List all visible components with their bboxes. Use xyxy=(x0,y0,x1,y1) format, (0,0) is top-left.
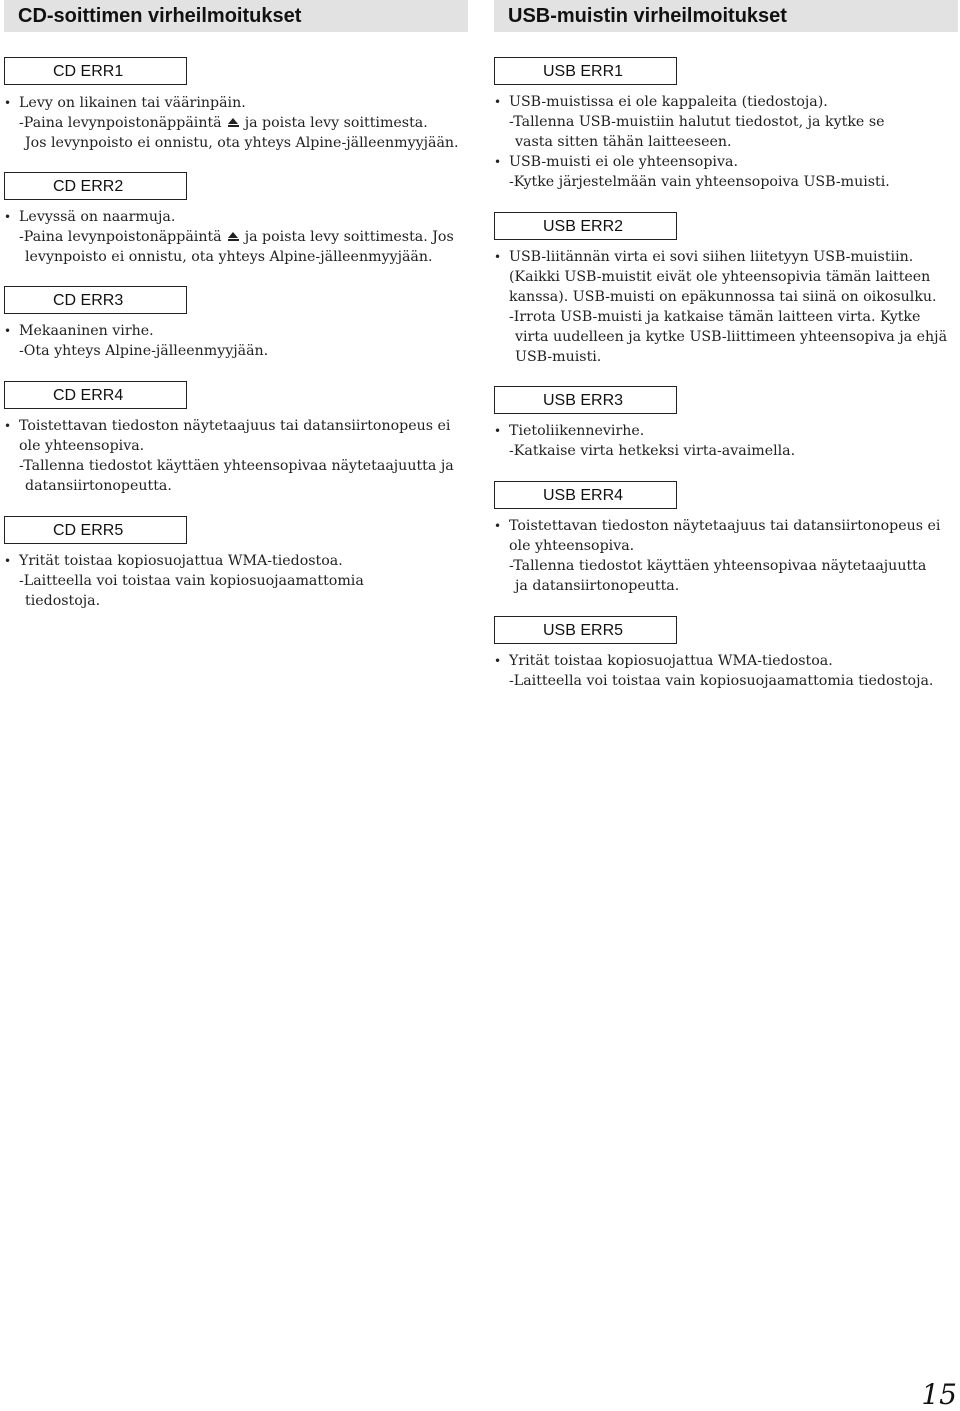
cd-errors-column xyxy=(4,0,468,609)
list-item: • Yrität toistaa kopiosuojattua WMA-tiedostoa. xyxy=(494,653,833,669)
list-item: • Toistettavan tiedoston näytetaajuus tai datansiirtonopeus ei xyxy=(494,518,941,534)
usb-err5-text: • Yrität toistaa kopiosuojattua WMA-tiedostoa. -Laitteella voi toistaa vain kopiosuojaamattomia tiedostoja. xyxy=(494,651,958,691)
cd-err5-text: • Yrität toistaa kopiosuojattua WMA-tiedostoa. -Laitteella voi toistaa vain kopiosuojaamattomia tiedostoja. xyxy=(4,551,468,611)
cd-err3-code: CD ERR3 xyxy=(4,286,187,314)
eject-icon xyxy=(228,118,239,128)
usb-err3-text: • Tietoliikennevirhe. -Katkaise virta hetkeksi virta-avaimella. xyxy=(494,421,958,461)
usb-errors-heading: USB-muistin virheilmoitukset xyxy=(494,0,958,32)
usb-err4-text: • Toistettavan tiedoston näytetaajuus tai datansiirtonopeus ei ole yhteensopiva. -Tallenna tiedostot käyttäen yhteensopivaa näytetaajuutta ja datansiirtonopeutta. xyxy=(494,516,958,596)
usb-err1-code: USB ERR1 xyxy=(494,57,677,85)
cd-err4-text: • Toistettavan tiedoston näytetaajuus tai datansiirtonopeus ei ole yhteensopiva. -Tallenna tiedostot käyttäen yhteensopivaa näytetaajuutta ja datansiirtonopeutta. xyxy=(4,416,468,496)
page-number: 15 xyxy=(921,1378,957,1411)
usb-err1-text: • USB-muistissa ei ole kappaleita (tiedostoja). -Tallenna USB-muistiin halutut tiedostot, ja kytke se vasta sitten tähän laitteeseen. • USB-muisti ei ole yhteensopiva. -Kytke järjestelmään vain yhteensopoiva USB-muisti. xyxy=(494,92,958,192)
cd-err2-text: • Levyssä on naarmuja. -Paina levynpoistonäppäintä ja poista levy soittimesta. Jos levynpoisto ei onnistu, ota yhteys Alpine-jälleenmyyjään. xyxy=(4,207,468,267)
usb-err3-code: USB ERR3 xyxy=(494,386,677,414)
list-item: • Levyssä on naarmuja. xyxy=(4,209,176,225)
usb-errors-column xyxy=(494,0,958,689)
usb-err4-code: USB ERR4 xyxy=(494,481,677,509)
list-item: • Toistettavan tiedoston näytetaajuus tai datansiirtonopeus ei xyxy=(4,418,451,434)
usb-err5-code: USB ERR5 xyxy=(494,616,677,644)
list-item: • Levy on likainen tai väärinpäin. xyxy=(4,95,246,111)
cd-err1-text: • Levy on likainen tai väärinpäin. -Paina levynpoistonäppäintä ja poista levy soittimesta. Jos levynpoisto ei onnistu, ota yhteys Alpine-jälleenmyyjään. xyxy=(4,93,468,153)
cd-errors-heading: CD-soittimen virheilmoitukset xyxy=(4,0,468,32)
eject-icon xyxy=(228,232,239,242)
cd-err5-code: CD ERR5 xyxy=(4,516,187,544)
list-item: • USB-muisti ei ole yhteensopiva. xyxy=(494,154,738,170)
cd-err4-code: CD ERR4 xyxy=(4,381,187,409)
list-item: • Yrität toistaa kopiosuojattua WMA-tiedostoa. xyxy=(4,553,343,569)
usb-err2-code: USB ERR2 xyxy=(494,212,677,240)
list-item: • USB-liitännän virta ei sovi siihen liitetyyn USB-muistiin. xyxy=(494,249,914,265)
cd-err1-code: CD ERR1 xyxy=(4,57,187,85)
cd-err2-code: CD ERR2 xyxy=(4,172,187,200)
list-item: • Mekaaninen virhe. xyxy=(4,323,154,339)
cd-err3-text: • Mekaaninen virhe. -Ota yhteys Alpine-jälleenmyyjään. xyxy=(4,321,468,361)
list-item: • USB-muistissa ei ole kappaleita (tiedostoja). xyxy=(494,94,828,110)
list-item: • Tietoliikennevirhe. xyxy=(494,423,645,439)
usb-err2-text: • USB-liitännän virta ei sovi siihen liitetyyn USB-muistiin. (Kaikki USB-muistit eivät ole yhteensopivia tämän laitteen kanssa). USB-muisti on epäkunnossa tai siinä on oikosulku. -Irrota USB-muisti ja katkaise tämän laitteen virta. Kytke virta uudelleen ja kytke USB-liittimeen yhteensopiva ja ehjä USB-muisti. xyxy=(494,247,958,367)
